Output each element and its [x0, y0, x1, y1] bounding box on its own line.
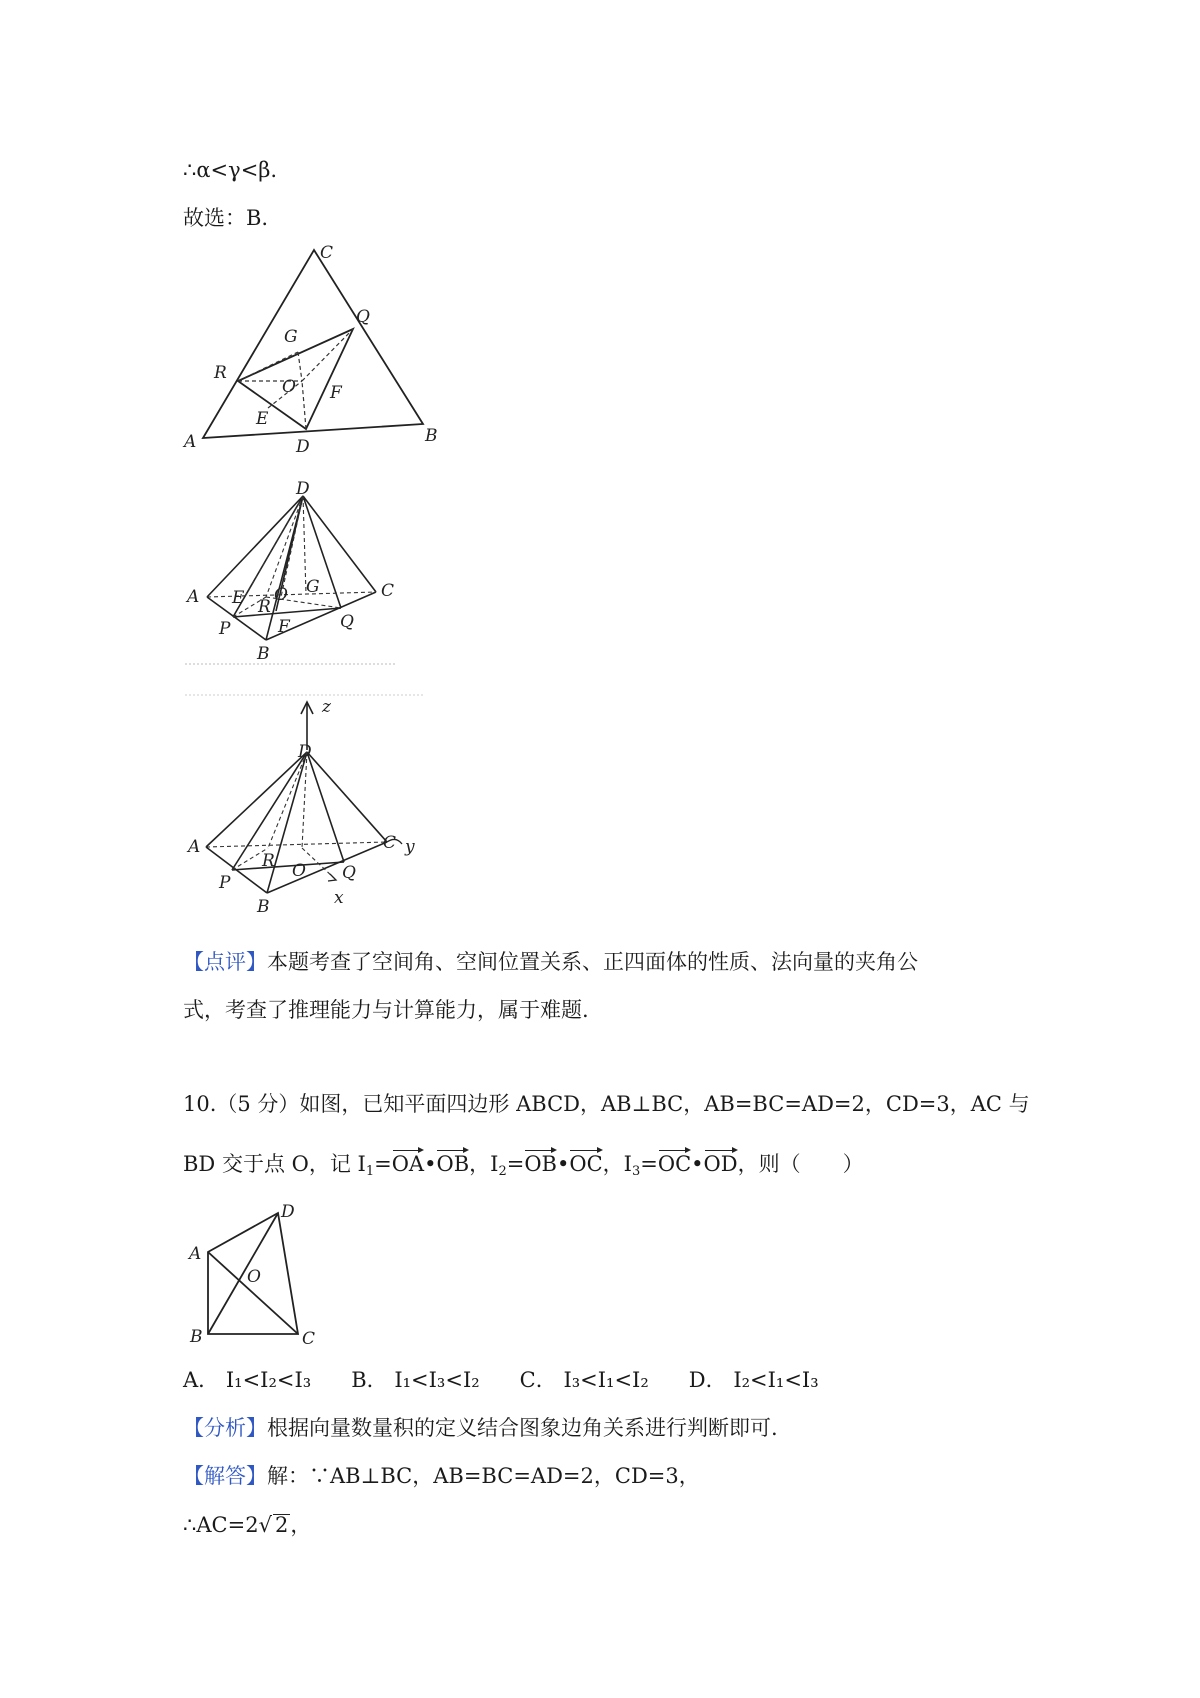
label-z: z [322, 697, 331, 717]
label-a: A [188, 837, 201, 857]
label-q: Q [342, 863, 356, 883]
analysis-text: 根据向量数量积的定义结合图象边角关系进行判断即可. [267, 1416, 778, 1440]
solution-tag: 【解答】 [183, 1464, 267, 1488]
figure-tetrahedron [180, 478, 420, 678]
figure-quadrilateral-abcd [185, 1195, 325, 1349]
label-f: F [330, 383, 342, 403]
label-c: C [383, 833, 397, 853]
label-c: C [381, 581, 395, 601]
x-arrow [328, 874, 336, 881]
eq-2: = [506, 1152, 525, 1176]
label-f: F [278, 617, 290, 637]
dash-g-o [298, 352, 302, 381]
sub-3: 3 [631, 1164, 641, 1179]
label-e: E [256, 409, 269, 429]
dash-d-r [268, 752, 307, 848]
vector-ob-2: OB [524, 1148, 557, 1175]
result-suffix: ， [290, 1513, 312, 1537]
comma-2: ， [602, 1152, 624, 1176]
label-o: O [282, 377, 296, 397]
option-a: A． I₁<I₂<I₃ [183, 1368, 312, 1392]
result-prefix: ∴AC=2 [183, 1513, 259, 1537]
label-b: B [257, 897, 270, 917]
label-e: E [232, 588, 245, 608]
review-line-1 [183, 952, 918, 973]
sqrt-radicand: 2 [274, 1513, 289, 1537]
vector-od: OD [704, 1148, 738, 1175]
label-o: O [274, 585, 288, 605]
label-g: G [306, 577, 320, 597]
label-x: x [334, 888, 344, 908]
vector-ob: OB [436, 1148, 469, 1175]
label-p: P [219, 873, 231, 893]
edge-p-q [233, 608, 341, 617]
option-d: D． I₂<I₁<I₃ [688, 1368, 819, 1392]
label-o: O [247, 1267, 261, 1287]
vector-oa: OA [392, 1148, 424, 1175]
label-c: C [302, 1329, 316, 1349]
edge-d-c [307, 752, 387, 842]
label-p: P [219, 619, 231, 639]
sub-2: 2 [498, 1164, 507, 1179]
label-d: D [296, 479, 310, 499]
triangle-outline [203, 250, 423, 438]
label-a: A [189, 1244, 202, 1264]
label-g: G [284, 327, 298, 347]
sub-1: 1 [365, 1164, 375, 1179]
question-10-line-2: BD 交于点 O，记 $I_1=OA•OB$，$I_2=OB•OC$，$I_3=OC•OD$，则（ ） [183, 1148, 864, 1178]
dash-a-c [206, 842, 387, 847]
label-d: D [281, 1202, 295, 1222]
options-row [183, 1370, 859, 1391]
solution-line [183, 1466, 700, 1487]
sqrt-sign: √ [258, 1513, 272, 1537]
dash-o-q [302, 329, 353, 381]
vector-oc: OC [569, 1148, 602, 1175]
review-line-2: 式，考查了推理能力与计算能力，属于难题. [183, 998, 589, 1022]
label-c: C [320, 243, 334, 263]
conclusion-line: ∴α<γ<β. [183, 158, 278, 182]
label-a: A [187, 587, 200, 607]
label-r: R [214, 363, 227, 383]
solution-result [183, 1514, 311, 1536]
label-d: D [298, 742, 312, 762]
dash-d-o [281, 496, 303, 597]
diagonal-bd [208, 1213, 278, 1334]
dash-d-o [302, 381, 306, 429]
dot-1: • [424, 1152, 437, 1176]
label-r: R [258, 597, 271, 617]
solution-text: 解：∵AB⊥BC，AB=BC=AD=2，CD=3， [267, 1464, 700, 1488]
label-r: R [262, 851, 275, 871]
dot-2: • [556, 1152, 570, 1176]
label-b: B [190, 1327, 203, 1347]
q10-suffix: ，则（ ） [737, 1152, 864, 1176]
q10-prefix: BD 交于点 O，记 I [183, 1152, 366, 1176]
option-c: C． I₃<I₁<I₂ [519, 1368, 649, 1392]
label-q: Q [356, 307, 370, 327]
label-d: D [296, 437, 310, 457]
edge-p-q [232, 862, 344, 870]
label-b: B [257, 644, 270, 664]
edge-b-c [267, 842, 387, 893]
dot-3: • [691, 1152, 704, 1176]
label-a: A [184, 432, 197, 452]
label-b: B [425, 426, 438, 446]
vector-oc-2: OC [658, 1148, 691, 1175]
figure-tetrahedron-axes [180, 680, 440, 920]
review-text-1: 本题考查了空间角、空间位置关系、正四面体的性质、法向量的夹角公 [267, 950, 918, 974]
option-b: B． I₁<I₃<I₂ [351, 1368, 480, 1392]
edge-d-a [207, 496, 303, 597]
answer-line: 故选：B. [183, 206, 269, 230]
analysis-line [183, 1418, 778, 1439]
figure-triangle-abc [175, 240, 438, 457]
diagonal-ac [208, 1252, 298, 1334]
review-tag: 【点评】 [183, 950, 267, 974]
comma-1: ， [469, 1152, 491, 1176]
edge-d-q [307, 752, 344, 862]
label-q: Q [340, 612, 354, 632]
label-y: y [405, 837, 415, 857]
question-10-line-1: 10.（5 分）如图，已知平面四边形 ABCD，AB⊥BC，AB=BC=AD=2，CD=3，AC 与 [183, 1092, 1030, 1116]
eq-3: = [640, 1152, 658, 1176]
label-o: O [292, 861, 306, 881]
analysis-tag: 【分析】 [183, 1416, 267, 1440]
eq-1: = [374, 1152, 392, 1176]
